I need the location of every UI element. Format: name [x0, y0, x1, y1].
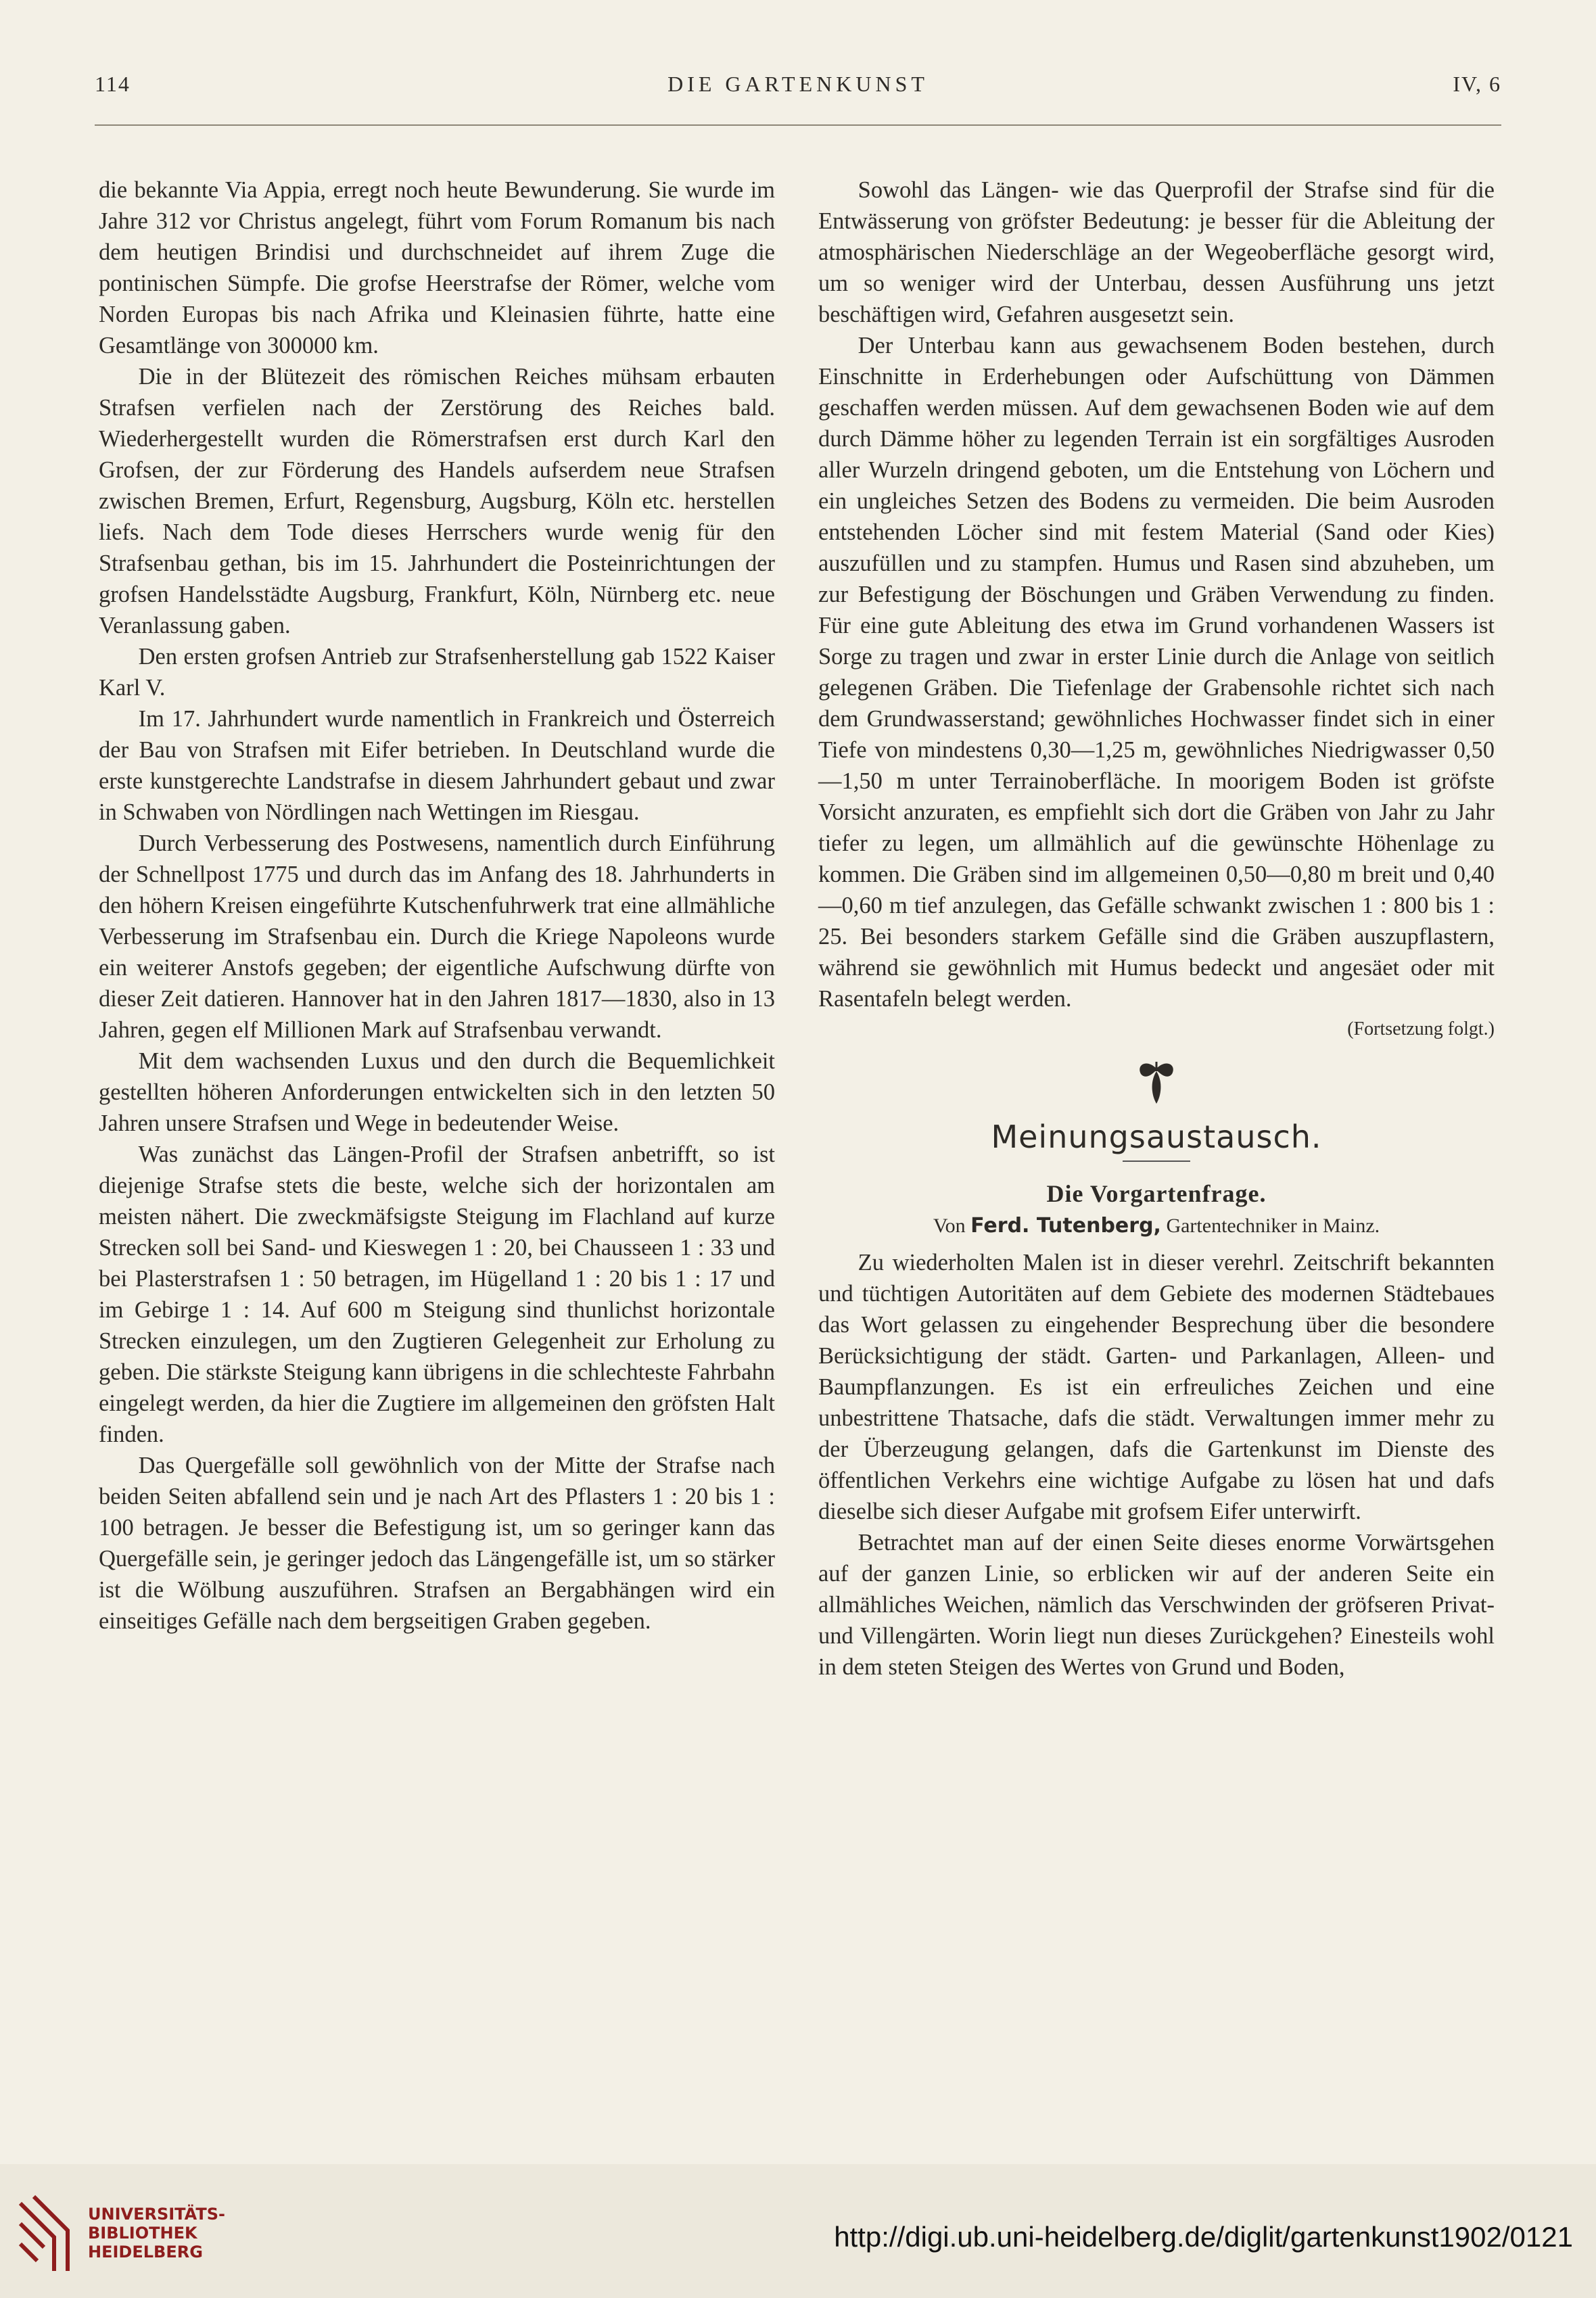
library-line: BIBLIOTHEK	[88, 2224, 197, 2243]
article-paragraph: Zu wiederholten Malen ist in dieser verehrl. Zeitschrift bekannten und tüchtigen Autoritäten auf dem Gebiete des modernen Städtebaues das Wort gelassen zu eingehender Besprechung über die besondere Berücksichtigung der städt. Garten- und Parkanlagen, Alleen- und Baumpflanzungen. Es ist ein erfreuliches Zeichen und eine unbestrittene Thatsache, dafs die städt. Verwaltungen immer mehr zu der Überzeugung gelangen, dafs die Gartenkunst im Dienste des öffentlichen Verkehrs eine wichtige Aufgabe zu lösen hat und dafs dieselbe sich dieser Aufgabe mit grofsem Eifer unterwirft.	[818, 1250, 1495, 1524]
left-paragraph: Mit dem wachsenden Luxus und den durch die Bequemlichkeit gestellten höheren Anforderungen entwickelten sich in den letzten 50 Jahren unsere Strafsen und Wege in bedeutender Weise.	[99, 1048, 775, 1136]
left-column	[99, 174, 775, 1637]
right-paragraph: Der Unterbau kann aus gewachsenem Boden bestehen, durch Einschnitte in Erderhebungen oder Aufschüttung von Dämmen geschaffen werden müssen. Auf dem gewachsenen Boden wie auf dem durch Dämme höher zu legenden Terrain ist ein sorgfältiges Ausroden aller Wurzeln dringend geboten, um die Entstehung von Löchern und ein ungleiches Setzen des Bodens zu vermeiden. Die beim Ausroden entstehenden Löcher sind mit festem Material (Sand oder Kies) auszufüllen und zu stampfen. Humus und Rasen sind abzuheben, um zur Befestigung der Böschungen und Gräben Verwendung zu finden. Für eine gute Ableitung des etwa im Grund vorhandenen Wassers ist Sorge zu tragen und zwar in erster Linie durch die Anlage von seitlich gelegenen Gräben. Die Tiefenlage der Grabensohle richtet sich nach dem Grundwasserstand; gewöhnliches Hochwasser findet sich in einer Tiefe von mindestens 0,30—1,25 m, gewöhnliches Niedrigwasser 0,50—1,50 m unter Terrainoberfläche. In moorigem Boden ist gröfste Vorsicht anzuraten, es empfiehlt sich dort die Gräben von Jahr zu Jahr tiefer zu legen, um allmählich auf die gewünschte Höhenlage zu kommen. Die Gräben sind im allgemeinen 0,50—0,80 m breit und 0,40—0,60 m tief anzulegen, das Gefälle schwankt zwischen 1 : 800 bis 1 : 25. Bei besonders starkem Gefälle sind die Gräben auszupflastern, während sie gewöhnlich mit Humus bedeckt und angesäet oder mit Rasentafeln belegt werden.	[818, 333, 1495, 1012]
library-line: HEIDELBERG	[88, 2243, 203, 2261]
library-line: UNIVERSITÄTS-	[88, 2205, 226, 2224]
footer-bar	[0, 2164, 1596, 2298]
left-paragraph: Die in der Blütezeit des römischen Reiches mühsam erbauten Strafsen verfielen nach der Zerstörung des Reiches bald. Wiederhergestellt wurden die Römerstrafsen erst durch Karl den Grofsen, der zur Förderung des Handels aufserdem neue Strafsen zwischen Bremen, Erfurt, Regensburg, Augsburg, Köln etc. herstellen liefs. Nach dem Tode dieses Herrschers wurde wenig für den Strafsenbau gethan, bis im 15. Jahrhundert die Posteinrichtungen der grofsen Handelsstädte Augsburg, Frankfurt, Köln, Nürnberg etc. neue Veranlassung gaben.	[99, 364, 775, 638]
article-byline	[818, 1209, 1495, 1243]
left-paragraph: Im 17. Jahrhundert wurde namentlich in Frankreich und Österreich der Bau von Strafsen mit Eifer betrieben. In Deutschland wurde die erste kunstgerechte Landstrafse in diesem Jahrhundert gebaut und zwar in Schwaben von Nördlingen nach Wettingen im Riesgau.	[99, 706, 775, 825]
issue-number: IV, 6	[1453, 72, 1501, 96]
page-number: 114	[95, 72, 131, 96]
article-title: Die Vorgartenfrage.	[1046, 1180, 1267, 1207]
section-heading: Meinungsaustausch.	[991, 1119, 1322, 1155]
author-role: Gartentechniker in Mainz.	[1166, 1215, 1380, 1237]
left-paragraph: Das Quergefälle soll gewöhnlich von der Mitte der Strafse nach beiden Seiten abfallend sein und je nach Art des Pflasters 1 : 20 bis 1 : 100 betragen. Je besser die Befestigung ist, um so geringer kann das Quergefälle sein, je geringer jedoch das Längengefälle ist, um so stärker ist die Wölbung auszuführen. Strafsen an Bergabhängen wird ein einseitiges Gefälle nach dem bergseitigen Graben gegeben.	[99, 1453, 775, 1634]
left-paragraph: Was zunächst das Längen-Profil der Strafsen anbetrifft, so ist diejenige Strafse stets die beste, welche sich der horizontalen am meisten nähert. Die zweckmäfsigste Steigung im Flachland auf kurze Strecken soll bei Sand- und Kieswegen 1 : 20, bei Chausseen 1 : 33 und bei Plasterstrafsen 1 : 50 betragen, im Hügelland 1 : 20 bis 1 : 17 und im Gebirge 1 : 14. Auf 600 m Steigung sind thunlichst horizontale Strecken einzulegen, um den Zugtieren Gelegenheit zur Erholung zu geben. Die stärkste Steigung kann übrigens in die schlechteste Fahrbahn eingelegt werden, da hier die Zugtiere im allgemeinen den gröfsten Halt finden.	[99, 1142, 775, 1447]
right-column	[818, 174, 1495, 1683]
left-paragraph: die bekannte Via Appia, erregt noch heute Bewunderung. Sie wurde im Jahre 312 vor Christus angelegt, führt vom Forum Romanum bis nach dem heutigen Brindisi und durchschneidet auf ihrem Zuge die pontinischen Sümpfe. Die grofse Heerstrafse der Römer, welche vom Norden Europas bis nach Afrika und Kleinasien führte, hatte eine Gesamtlänge von 300000 km.	[99, 177, 775, 358]
leaf-ornament-icon	[1133, 1055, 1180, 1109]
library-name	[88, 2205, 225, 2261]
article-paragraph: Betrachtet man auf der einen Seite dieses enorme Vorwärtsgehen auf der ganzen Linie, so erblicken wir auf der anderen Seite ein allmähliches Weichen, nämlich das Verschwinden der gröfseren Privat- und Villengärten. Worin liegt nun dieses Zurückgehen? Einesteils wohl in dem steten Steigen des Wertes von Grund und Boden,	[818, 1530, 1495, 1680]
header-rule	[95, 124, 1501, 126]
section-rule	[1123, 1160, 1190, 1162]
running-header	[95, 72, 1501, 99]
byline-prefix: Von	[933, 1215, 966, 1237]
permalink-url[interactable]: http://digi.ub.uni-heidelberg.de/diglit/gartenkunst1902/0121	[834, 2221, 1573, 2253]
library-logo-icon	[14, 2190, 81, 2278]
journal-title: DIE GARTENKUNST	[667, 72, 929, 96]
left-paragraph: Den ersten grofsen Antrieb zur Strafsenherstellung gab 1522 Kaiser Karl V.	[99, 644, 775, 701]
author-name: Ferd. Tutenberg,	[970, 1214, 1161, 1238]
continuation-note: (Fortsetzung folgt.)	[1347, 1018, 1495, 1039]
left-paragraph: Durch Verbesserung des Postwesens, namentlich durch Einführung der Schnellpost 1775 und durch das im Anfang des 18. Jahrhunderts in den höhern Kreisen eingeführte Kutschenfuhrwerk trat eine allmähliche Verbesserung im Strafsenbau ein. Durch die Kriege Napoleons wurde ein weiterer Anstofs gegeben; der eigentliche Aufschwung dürfte von dieser Zeit datieren. Hannover hat in den Jahren 1817—1830, also in 13 Jahren, gegen elf Millionen Mark auf Strafsenbau verwandt.	[99, 830, 775, 1043]
right-paragraph: Sowohl das Längen- wie das Querprofil der Strafse sind für die Entwässerung von gröfster Bedeutung: je besser für die Ableitung der atmosphärischen Niederschläge an der Wegeoberfläche gesorgt wird, um so weniger wird der Unterbau, dessen Ausführung uns jetzt beschäftigen wird, Gefahren ausgesetzt sein.	[818, 177, 1495, 327]
